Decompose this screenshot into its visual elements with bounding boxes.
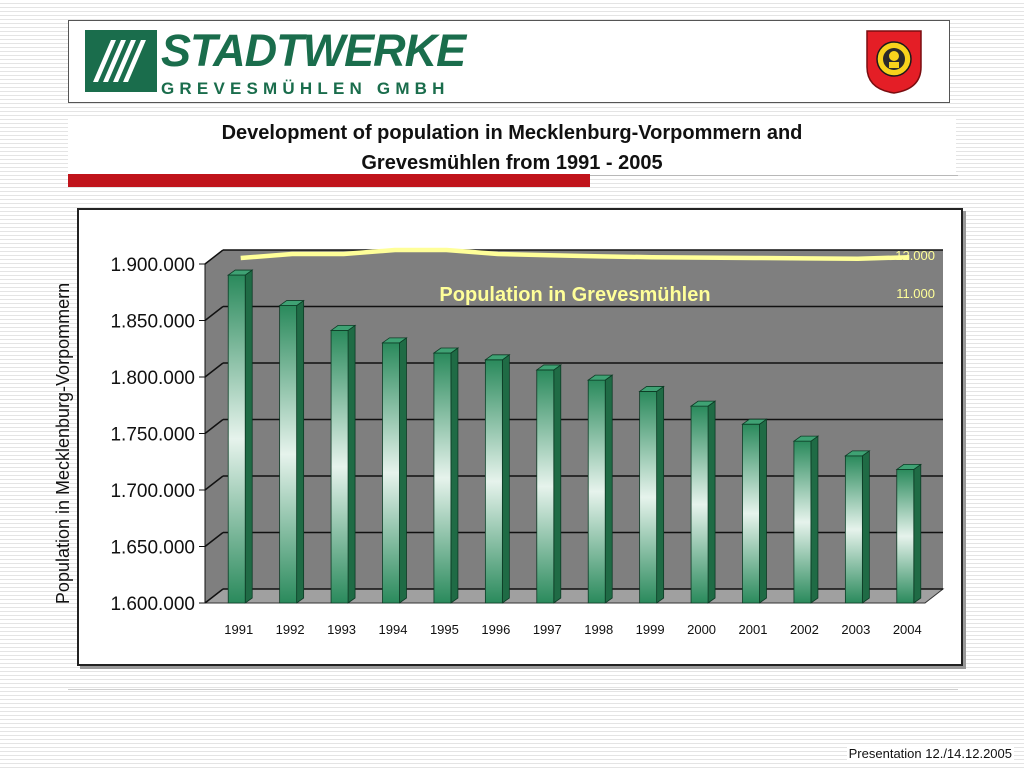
x-tick-label: 1995 bbox=[429, 622, 459, 637]
stadtwerke-stripes-icon bbox=[85, 30, 157, 92]
y-tick-label: 1.700.000 bbox=[110, 481, 195, 502]
bar-side bbox=[862, 451, 869, 603]
bar-side bbox=[451, 348, 458, 603]
bar bbox=[691, 406, 708, 603]
logo-subtitle: GREVESMÜHLEN GMBH bbox=[161, 79, 450, 98]
x-tick-label: 1993 bbox=[327, 622, 357, 637]
bar-side bbox=[657, 386, 664, 603]
bar-side bbox=[502, 355, 509, 603]
x-tick-label: 1994 bbox=[378, 622, 408, 637]
bar-side bbox=[605, 375, 612, 603]
y-tick-label: 1.850.000 bbox=[110, 311, 195, 333]
x-tick-label: 2001 bbox=[738, 622, 768, 637]
slide-title-line-1: Development of population in Mecklenburg-Vorpommern and bbox=[221, 122, 803, 144]
y2-tick-label: 11.000 bbox=[896, 286, 935, 301]
bar-side bbox=[760, 419, 767, 603]
bar bbox=[640, 391, 657, 603]
x-tick-label: 2004 bbox=[892, 622, 922, 637]
bar bbox=[845, 456, 862, 603]
bar-side bbox=[554, 365, 561, 603]
bar bbox=[485, 360, 502, 603]
header-box bbox=[68, 20, 950, 103]
bar bbox=[588, 380, 605, 603]
x-tick-label: 1998 bbox=[584, 622, 614, 637]
bottom-divider bbox=[68, 689, 958, 690]
x-tick-label: 1999 bbox=[635, 622, 665, 637]
line-series-label: Population in Grevesmühlen bbox=[439, 284, 711, 306]
bar bbox=[794, 441, 811, 603]
x-tick-label: 2000 bbox=[687, 622, 717, 637]
slide-title bbox=[68, 118, 956, 178]
y-tick-label: 1.750.000 bbox=[110, 424, 195, 446]
bar-side bbox=[245, 270, 252, 603]
population-chart bbox=[53, 210, 961, 664]
bar bbox=[434, 353, 451, 603]
bar-side bbox=[400, 338, 407, 603]
chart-frame bbox=[53, 208, 963, 666]
plot-floor bbox=[205, 589, 943, 603]
bar bbox=[228, 275, 245, 603]
footer-text: Presentation 12./14.12.2005 bbox=[848, 746, 1012, 761]
y-tick-label: 1.650.000 bbox=[110, 537, 195, 559]
x-tick-label: 2003 bbox=[841, 622, 871, 637]
bar bbox=[331, 330, 348, 603]
bar bbox=[383, 343, 400, 603]
bar bbox=[897, 469, 914, 603]
y-tick-label: 1.900.000 bbox=[110, 255, 195, 276]
y-tick-label: 1.600.000 bbox=[110, 594, 195, 615]
x-tick-label: 1992 bbox=[275, 622, 305, 637]
x-tick-label: 2002 bbox=[789, 622, 819, 637]
y-axis-title: Population in Mecklenburg-Vorpommern bbox=[53, 282, 73, 605]
bar-side bbox=[708, 401, 715, 603]
bar bbox=[537, 370, 554, 603]
y-tick-label: 1.800.000 bbox=[110, 368, 195, 389]
chart-layer bbox=[53, 248, 943, 637]
bar-side bbox=[914, 464, 921, 603]
title-gray-line bbox=[590, 175, 958, 176]
bar-side bbox=[297, 301, 304, 603]
bar bbox=[280, 306, 297, 603]
coat-of-arms-icon bbox=[865, 29, 923, 95]
bar-side bbox=[348, 325, 355, 603]
y2-tick-label: 12.000 bbox=[895, 248, 935, 263]
x-tick-label: 1996 bbox=[481, 622, 511, 637]
x-tick-label: 1997 bbox=[532, 622, 562, 637]
title-red-bar bbox=[68, 174, 590, 187]
logo-wordmark: STADTWERKE bbox=[161, 25, 466, 76]
bar-side bbox=[811, 436, 818, 603]
x-tick-label: 1991 bbox=[224, 622, 254, 637]
bar bbox=[743, 424, 760, 603]
title-underline bbox=[68, 174, 958, 188]
slide-title-line-2: Grevesmühlen from 1991 - 2005 bbox=[361, 152, 663, 174]
